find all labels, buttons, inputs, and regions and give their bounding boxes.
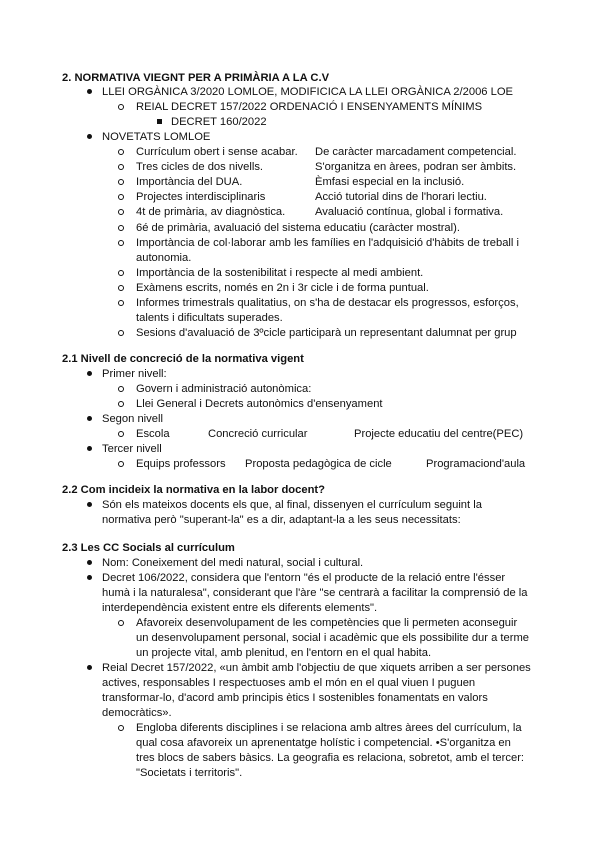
- bullet-circle: [118, 431, 124, 437]
- novetat-item: Importància de col·laborar amb les famílies en l'adquisició d'hàbits de treball i: [136, 237, 519, 249]
- bullet-circle: [118, 164, 124, 170]
- novetat-right: Acció tutorial dins de l'horari lectiu.: [315, 191, 487, 203]
- bullet-circle: [118, 149, 124, 155]
- section-2-2-title: 2.2 Com incideix la normativa en la labor docent?: [62, 484, 325, 496]
- bullet-dot: [87, 502, 92, 507]
- engloba-item: Engloba diferents disciplines i se relaciona amb altres àrees del currículum, la: [136, 722, 522, 734]
- primer-nivell: Primer nivell:: [102, 368, 167, 380]
- bullet-circle: [118, 285, 124, 291]
- bullet-circle: [118, 270, 124, 276]
- s22-text: Són els mateixos docents els que, al final, dissenyen el currículum seguint la: [102, 499, 482, 511]
- novetat-item: Sesions d'avaluació de 3ºcicle participarà un representant dalumnat per grup: [136, 327, 517, 339]
- reial-decret-cont: democràtics».: [102, 707, 172, 719]
- novetat-left: Importància del DUA.: [136, 176, 243, 188]
- decret-106-cont: humà i la naturalesa", considerant que l'àre "se centrarà a facilitar la comprensió de la: [102, 587, 528, 599]
- proposta-item: Proposta pedagògica de cicle: [245, 458, 392, 470]
- concrecio-item: Concreció curricular: [208, 428, 308, 440]
- bullet-circle: [118, 725, 124, 731]
- s22-text-cont: normativa però "superant-la" es a dir, adaptant-la a les seus necessitats:: [102, 514, 461, 526]
- govern-item: Govern i administració autonòmica:: [136, 383, 312, 395]
- tercer-nivell: Tercer nivell: [102, 443, 162, 455]
- bullet-circle: [118, 194, 124, 200]
- section-2-1-title: 2.1 Nivell de concreció de la normativa vigent: [62, 353, 304, 365]
- bullet-circle: [118, 104, 124, 110]
- novetat-right: De caràcter marcadament competencial.: [315, 146, 517, 158]
- decret-106-item: Decret 106/2022, considera que l'entorn "és el producte de la relació entre l'ésser: [102, 572, 506, 584]
- afavoreix-item: Afavoreix desenvolupament de les competències que li permeten aconseguir: [136, 617, 518, 629]
- bullet-circle: [118, 330, 124, 336]
- afavoreix-cont: un projecte vital, amb plenitud, en l'entorn en el qual habita.: [136, 647, 432, 659]
- bullet-dot: [87, 665, 92, 670]
- bullet-dot: [87, 134, 92, 139]
- novetat-item: 6é de primària, avaluació del sistema educatiu (caràcter mostral).: [136, 222, 460, 234]
- novetat-left: Tres cicles de dos nivells.: [136, 161, 264, 173]
- bullet-circle: [118, 240, 124, 246]
- novetat-right: Èmfasi especial en la inclusió.: [315, 176, 465, 188]
- bullet-circle: [118, 401, 124, 407]
- bullet-dot: [87, 416, 92, 421]
- reial-decret-cont: actives, responsables I respectuoses amb el món en el qual viuen I puguen: [102, 677, 476, 689]
- section-2-3-title: 2.3 Les CC Socials al currículum: [62, 542, 235, 554]
- programacio-item: Programaciond'aula: [426, 458, 526, 470]
- reial-decret-cont: transformar-lo, d'acord amb principis ètics I sostenibles fonamentats en valors: [102, 692, 488, 704]
- bullet-circle: [118, 179, 124, 185]
- novetat-left: 4t de primària, av diagnòstica.: [136, 206, 286, 218]
- decret-106-cont: interdependència existent entre els diferents elements".: [102, 602, 378, 614]
- bullet-square: [157, 119, 162, 124]
- equips-item: Equips professors: [136, 458, 226, 470]
- decret-item: DECRET 160/2022: [171, 116, 267, 128]
- engloba-cont: qual cosa afavoreix un aprenentatge holístic i competencial. •S'organitza en: [136, 737, 511, 749]
- bullet-dot: [87, 446, 92, 451]
- novetat-item: Exàmens escrits, només en 2n i 3r cicle i de forma puntual.: [136, 282, 429, 294]
- bullet-circle: [118, 300, 124, 306]
- llei-item: LLEI ORGÀNICA 3/2020 LOMLOE, MODIFICICA LA LLEI ORGÀNICA 2/2006 LOE: [102, 86, 514, 98]
- escola-item: Escola: [136, 428, 170, 440]
- bullet-dot: [87, 371, 92, 376]
- engloba-cont: tres blocs de sabers bàsics. La geografia es relaciona, sobretot, amb el tercer:: [136, 752, 525, 764]
- real-decret-item: REIAL DECRET 157/2022 ORDENACIÓ I ENSENYAMENTS MÍNIMS: [136, 101, 483, 113]
- bullet-circle: [118, 386, 124, 392]
- novetat-item: Importància de la sostenibilitat i respecte al medi ambient.: [136, 267, 424, 279]
- section-2-title: 2. NORMATIVA VIEGNT PER A PRIMÀRIA A LA C.V: [62, 72, 330, 84]
- reial-decret-item: Reial Decret 157/2022, «un àmbit amb l'objectiu de que xiquets arriben a ser persones: [102, 662, 531, 674]
- llei-general-item: Llei General i Decrets autonòmics d'ensenyament: [136, 398, 383, 410]
- novetat-left: Projectes interdisciplinaris: [136, 191, 266, 203]
- afavoreix-cont: un desenvolupament personal, social i acadèmic que els possibilite dur a terme: [136, 632, 530, 644]
- nom-item: Nom: Coneixement del medi natural, social i cultural.: [102, 557, 364, 569]
- novetat-item-cont: autonomia.: [136, 252, 192, 264]
- novetat-right: S'organitza en àrees, podran ser àmbits.: [315, 161, 517, 173]
- novetat-item: Informes trimestrals qualitatius, on s'ha de destacar els progressos, esforços,: [136, 297, 519, 309]
- pec-item: Projecte educatiu del centre(PEC): [354, 428, 524, 440]
- bullet-circle: [118, 209, 124, 215]
- novetats-item: NOVETATS LOMLOE: [102, 131, 211, 143]
- novetat-right: Avaluació contínua, global i formativa.: [315, 206, 504, 218]
- bullet-dot: [87, 560, 92, 565]
- bullet-dot: [87, 89, 92, 94]
- bullet-circle: [118, 620, 124, 626]
- novetat-item-cont: talents i dificultats superades.: [136, 312, 283, 324]
- segon-nivell: Segon nivell: [102, 413, 163, 425]
- bullet-dot: [87, 575, 92, 580]
- bullet-circle: [118, 461, 124, 467]
- bullet-circle: [118, 225, 124, 231]
- engloba-cont: "Societats i territoris".: [136, 767, 243, 779]
- novetat-left: Currículum obert i sense acabar.: [136, 146, 298, 158]
